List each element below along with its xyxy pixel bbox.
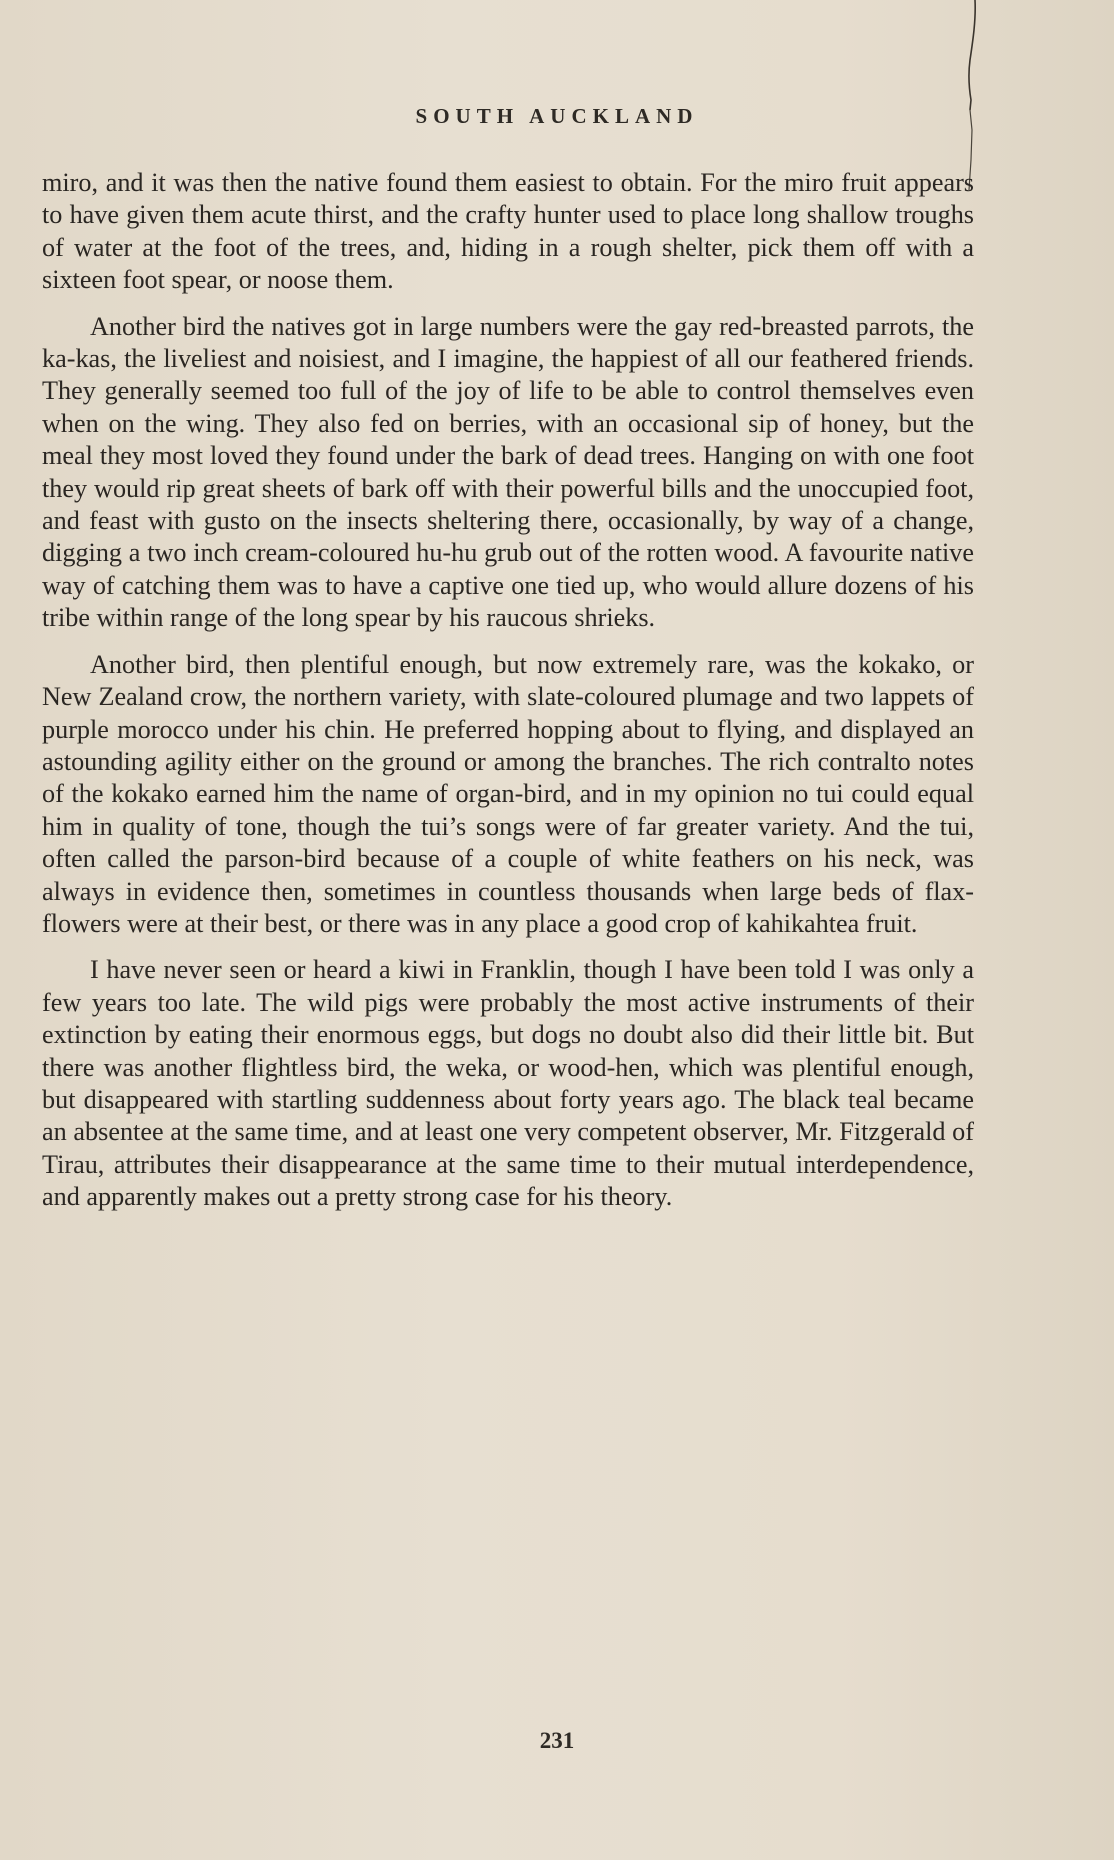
running-head: SOUTH AUCKLAND bbox=[415, 104, 699, 128]
paragraph-4: I have never seen or heard a kiwi in Franklin, though I have been told I was only a few years too late. The wild pigs were probably the most active instruments of their extinction by eating their enormous eggs, but dogs no doubt also did their little bit. But there was another flightless bird, the weka, or wood-hen, which was plentiful enough, but disappeared with startling suddenness about forty years ago. The black teal became an absentee at the same time, and at least one very competent observer, Mr. Fitzgerald of Tirau, attributes their disappearance at the same time to their mutual interdependence, and apparently makes out a pretty strong case for his theory. bbox=[42, 955, 974, 1212]
paragraph-1: miro, and it was then the native found them easiest to obtain. For the miro fruit appears to have given them acute thirst, and the crafty hunter used to place long shallow troughs of water at the foot of the trees, and, hiding in a rough shelter, pick them off with a sixteen foot spear, or noose them. bbox=[42, 168, 974, 295]
paragraph-2: Another bird the natives got in large numbers were the gay red-breasted parrots, the ka-kas, the liveliest and noisiest, and I imagine, the happiest of all our feathered friends. They generally seemed too full of the joy of life to be able to control themselves even when on the wing. They also fed on berries, with an occasional sip of honey, but the meal they most loved they found under the bark of dead trees. Hanging on with one foot they would rip great sheets of bark off with their powerful bills and the unoccupied foot, and feast with gusto on the insects sheltering there, occasionally, by way of a change, digging a two inch cream-coloured hu-hu grub out of the rotten wood. A favourite native way of catching them was to have a captive one tied up, who would allure dozens of his tribe within range of the long spear by his raucous shrieks. bbox=[42, 311, 974, 633]
body-text bbox=[42, 167, 974, 1228]
page-number: 231 bbox=[539, 1728, 575, 1753]
paragraph-3: Another bird, then plentiful enough, but now extremely rare, was the kokako, or New Zealand crow, the northern variety, with slate-coloured plumage and two lappets of purple morocco under his chin. He preferred hopping about to flying, and displayed an astounding agility either on the ground or among the branches. The rich contralto notes of the kokako earned him the name of organ-bird, and in my opinion no tui could equal him in quality of tone, though the tui’s songs were of far greater variety. And the tui, often called the parson-bird because of a couple of white feathers on his neck, was always in evidence then, sometimes in countless thousands when large beds of flax-flowers were at their best, or there was in any place a good crop of kahikahtea fruit. bbox=[42, 649, 974, 938]
